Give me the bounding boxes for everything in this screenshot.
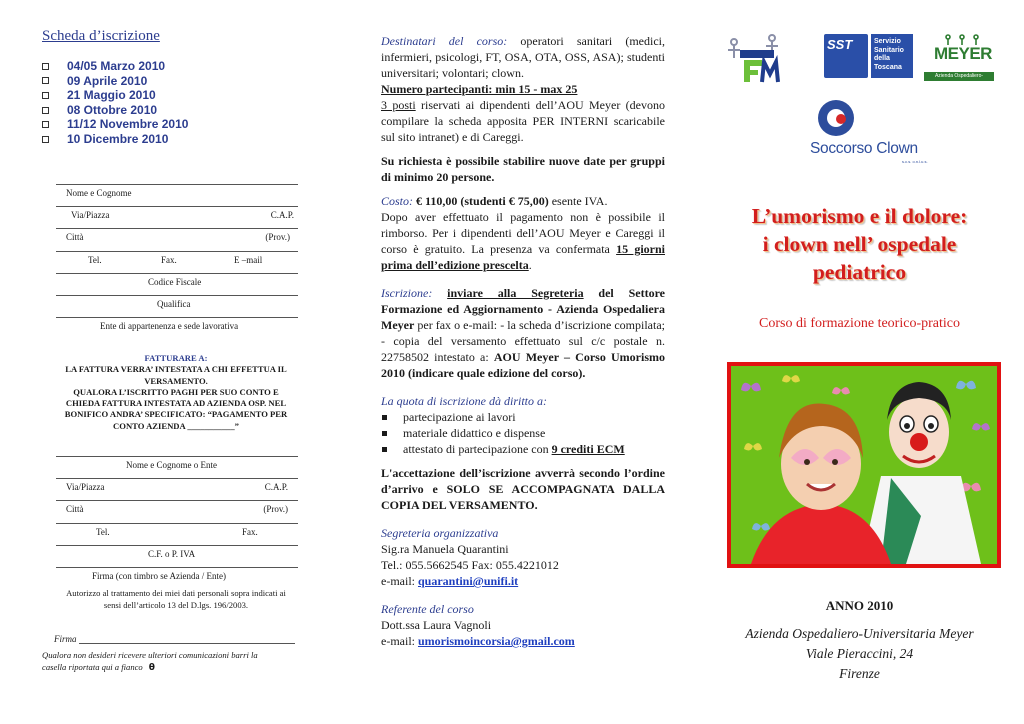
date-option[interactable]: 10 Dicembre 2010 bbox=[40, 132, 312, 147]
opt-out-checkbox[interactable]: θ bbox=[148, 663, 155, 674]
fondazione-meyer-logo bbox=[724, 30, 790, 86]
checkbox-icon[interactable] bbox=[42, 92, 49, 99]
year-label: ANNO 2010 bbox=[825, 598, 894, 613]
organization-field[interactable]: Ente di appartenenza e sede lavorativa bbox=[56, 317, 298, 339]
list-item: partecipazione ai lavori bbox=[381, 409, 665, 425]
request-note: Su richiesta è possibile stabilire nuove date per gruppi di minimo 20 persone. bbox=[381, 154, 665, 184]
acceptance-note: L'accettazione dell’iscrizione avverrà secondo l’ordine d’arrivo e SOLO SE ACCOMPAGNATA DALLA COPIA DEL VERSAMENTO. bbox=[381, 466, 665, 512]
invoice-notice: FATTURARE A: LA FATTURA VERRA’ INTESTATA A CHI EFFETTUA IL VERSAMENTO. QUALORA L’ISCRITTO PAGHI PER SUO CONTO E CHIEDA FATTURA INTESTATA AD AZIENDA OSP. NEL BONIFICO ANDRA’ SPECIFICATO: “PAGAMENTO PER CONTO AZIENDA ___________” bbox=[64, 353, 288, 431]
signature-underline bbox=[79, 634, 295, 644]
invoice-address-field[interactable]: Via/Piazza C.A.P. bbox=[56, 478, 298, 500]
list-item: materiale didattico e dispense bbox=[381, 425, 665, 441]
secretariat-email-link[interactable]: quarantini@unifi.it bbox=[417, 574, 519, 588]
referent-email-line: e-mail: umorismoincorsia@gmail.com bbox=[381, 634, 575, 648]
contact-field[interactable]: Tel. Fax. E –mail bbox=[56, 251, 298, 273]
checkbox-icon[interactable] bbox=[42, 136, 49, 143]
secretariat-title: Segreteria organizzativa bbox=[381, 526, 499, 540]
clown-child-illustration bbox=[731, 366, 997, 564]
participants-count: Numero partecipanti: min 15 - max 25 bbox=[381, 82, 578, 96]
secretariat-email-line: e-mail: quarantini@unifi.it bbox=[381, 574, 519, 588]
cover-panel bbox=[722, 28, 997, 718]
partner-logos bbox=[722, 28, 997, 90]
fee-includes-title: La quota di iscrizione dà diritto a: bbox=[381, 394, 548, 408]
clown-nose-icon bbox=[836, 114, 846, 124]
name-field[interactable]: Nome e Cognome bbox=[56, 184, 298, 206]
cost-paragraph: Costo: € 110,00 (studenti € 75,00) esente IVA. Dopo aver effettuato il pagamento non è possibile il rimborso. Per i dipendenti dell’AOU Meyer e Careggi il corso è gratuito. La presenza va confermata 15 giorni prima dell’edizione prescelta. bbox=[381, 194, 665, 272]
participant-fields bbox=[56, 184, 298, 339]
invoice-city-field[interactable]: Città (Prov.) bbox=[56, 500, 298, 522]
registration-paragraph: Iscrizione: inviare alla Segreteria del Settore Formazione ed Aggiornamento - Azienda Ospedaliera Meyer per fax o e-mail: - la scheda d’iscrizione compilata; - copia del versamento effettuato sul c/c postale n. 22758502 intestato a: AOU Meyer – Corso Umorismo 2010 (indicare quale edizione del corso). bbox=[381, 286, 666, 380]
organizer-address: Azienda Ospedaliero-Universitaria Meyer Viale Pieraccini, 24 Firenze bbox=[745, 626, 974, 681]
recipients-paragraph: Destinatari del corso: operatori sanitari (medici, infermieri, psicologi, FT, OSA, OTA, OSS, ASA); studenti universitari; volontari; clown. bbox=[381, 34, 665, 80]
course-dates-list bbox=[40, 59, 312, 147]
opt-out-notice: Qualora non desideri ricevere ulteriori comunicazioni barri la casella riportata qui a fianco θ bbox=[42, 650, 258, 674]
registration-form-panel bbox=[40, 28, 312, 718]
invoice-fields bbox=[56, 456, 298, 589]
role-field[interactable]: Qualifica bbox=[56, 295, 298, 317]
vat-field[interactable]: C.F. o P. IVA bbox=[56, 545, 298, 567]
stamp-signature-field[interactable]: Firma (con timbro se Azienda / Ente) bbox=[56, 567, 298, 589]
form-title: Scheda d’iscrizione bbox=[42, 28, 160, 44]
checkbox-icon[interactable] bbox=[42, 121, 49, 128]
referent-title: Referente del corso bbox=[381, 602, 474, 616]
address-field[interactable]: Via/Piazza C.A.P. bbox=[56, 206, 298, 228]
date-option[interactable]: 09 Aprile 2010 bbox=[40, 74, 312, 89]
checkbox-icon[interactable] bbox=[42, 63, 49, 70]
date-option[interactable]: 08 Ottobre 2010 bbox=[40, 103, 312, 118]
secretariat-name: Sig.ra Manuela Quarantini bbox=[381, 542, 509, 556]
list-item: attestato di partecipazione con 9 crediti ECM bbox=[381, 441, 665, 457]
course-info-panel bbox=[381, 33, 665, 649]
invoice-name-field[interactable]: Nome e Cognome o Ente bbox=[56, 456, 298, 478]
secretariat-phone: Tel.: 055.5662545 Fax: 055.4221012 bbox=[381, 558, 559, 572]
soccorso-clown-logo: Soccorso Clown s.c.s. o.n.l.u.s. bbox=[810, 100, 920, 196]
tax-code-field[interactable]: Codice Fiscale bbox=[56, 273, 298, 295]
invoice-contact-field[interactable]: Tel. Fax. bbox=[56, 523, 298, 545]
privacy-consent: Autorizzo al trattamento dei miei dati personali sopra indicati ai sensi dell’articolo 13 del D.lgs. 196/2003. bbox=[66, 588, 286, 610]
date-option[interactable]: 11/12 Novembre 2010 bbox=[40, 117, 312, 132]
signature-line[interactable]: Firma bbox=[54, 634, 304, 644]
sst-logo: SST Servizio Sanitario della Toscana bbox=[824, 34, 912, 80]
cover-subtitle: Corso di formazione teorico-pratico bbox=[759, 316, 960, 331]
city-field[interactable]: Città (Prov.) bbox=[56, 228, 298, 250]
date-option[interactable]: 21 Maggio 2010 bbox=[40, 88, 312, 103]
checkbox-icon[interactable] bbox=[42, 77, 49, 84]
date-option[interactable]: 04/05 Marzo 2010 bbox=[40, 59, 312, 74]
reserved-seats: 3 posti riservati ai dipendenti dell’AOU Meyer (devono compilare la scheda apposita PER INTERNI scaricabile sul sito intranet) e di Careggi. bbox=[381, 98, 665, 144]
cover-title: L’umorismo e il dolore: i clown nell’ ospedale pediatrico bbox=[751, 204, 968, 284]
referent-name: Dott.ssa Laura Vagnoli bbox=[381, 618, 492, 632]
clown-child-photo bbox=[727, 362, 1001, 568]
meyer-logo: MEYER Azienda Ospedaliero-Universitaria bbox=[920, 34, 996, 84]
checkbox-icon[interactable] bbox=[42, 107, 49, 114]
referent-email-link[interactable]: umorismoincorsia@gmail.com bbox=[417, 634, 575, 648]
fee-includes-list bbox=[381, 409, 665, 457]
